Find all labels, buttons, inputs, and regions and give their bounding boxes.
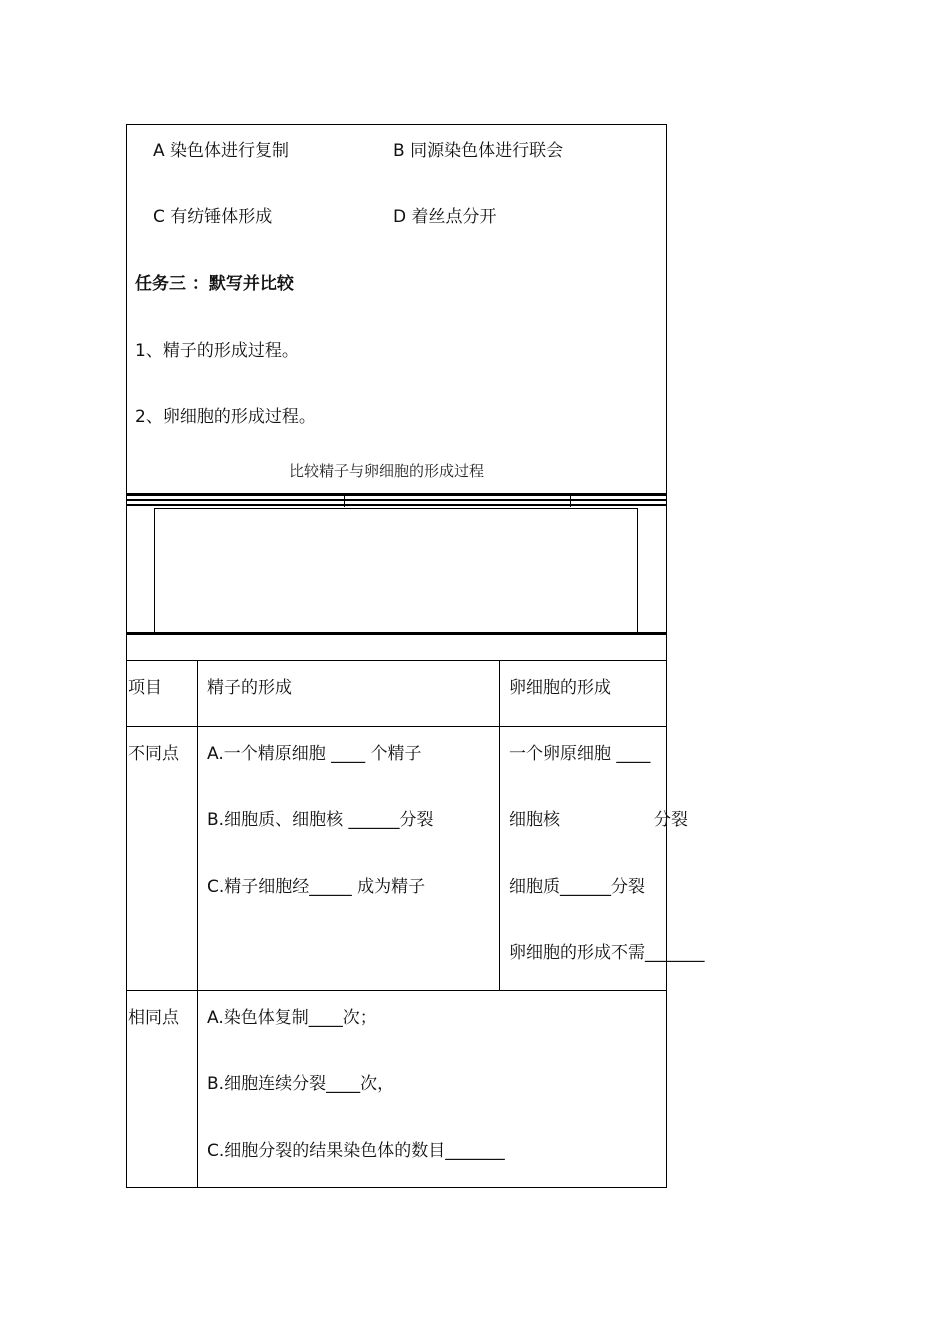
option-b: B 同源染色体进行联会	[393, 141, 564, 161]
inner-box-top	[154, 508, 638, 509]
inner-box-left	[154, 508, 155, 634]
header-sperm: 精子的形成	[207, 678, 292, 698]
table-row-line-1	[126, 660, 667, 661]
option-d: D 着丝点分开	[393, 207, 497, 227]
table-col-line-2	[499, 660, 500, 991]
similarity-a: A.染色体复制____次；	[207, 1008, 377, 1028]
similarity-c: C.细胞分裂的结果染色体的数目_______	[207, 1141, 505, 1161]
task-item-2: 2、卵细胞的形成过程。	[135, 407, 316, 427]
inner-box-right	[637, 508, 638, 634]
similarity-label: 相同点	[128, 1008, 179, 1028]
rule-thick-1	[126, 493, 667, 496]
box-border-right	[666, 124, 667, 1188]
header-item: 项目	[128, 678, 162, 698]
option-c: C 有纺锤体形成	[153, 207, 273, 227]
table-row-line-bottom	[126, 1187, 667, 1188]
difference-sperm-c: C.精子细胞经_____ 成为精子	[207, 877, 426, 897]
difference-egg-2b: 分裂	[654, 810, 688, 830]
table-row-line-3	[126, 990, 667, 991]
difference-sperm-a: A.一个精原细胞 ____ 个精子	[207, 744, 422, 764]
rule-thick-2	[126, 499, 667, 501]
difference-label: 不同点	[128, 744, 179, 764]
similarity-b: B.细胞连续分裂____次，	[207, 1074, 395, 1094]
rule-tick-1	[344, 493, 345, 507]
task-heading: 任务三 ：默写并比较	[135, 274, 294, 294]
difference-egg-2a: 细胞核	[509, 810, 560, 830]
rule-thick-3	[126, 504, 667, 506]
box-border-top	[126, 124, 667, 125]
difference-egg-3: 细胞质______分裂	[509, 877, 645, 897]
header-egg: 卵细胞的形成	[509, 678, 611, 698]
task-item-1: 1、精子的形成过程。	[135, 341, 299, 361]
rule-bottom	[126, 632, 667, 635]
difference-sperm-b: B.细胞质、细胞核 ______分裂	[207, 810, 434, 830]
table-caption: 比较精子与卵细胞的形成过程	[289, 462, 485, 480]
rule-tick-2	[570, 493, 571, 507]
option-a: A 染色体进行复制	[153, 141, 290, 161]
difference-egg-1: 一个卵原细胞 ____	[509, 744, 651, 764]
table-col-line-1	[197, 660, 198, 1188]
box-border-left	[126, 124, 127, 1188]
difference-egg-4: 卵细胞的形成不需_______	[509, 943, 705, 963]
table-row-line-2	[126, 726, 667, 727]
